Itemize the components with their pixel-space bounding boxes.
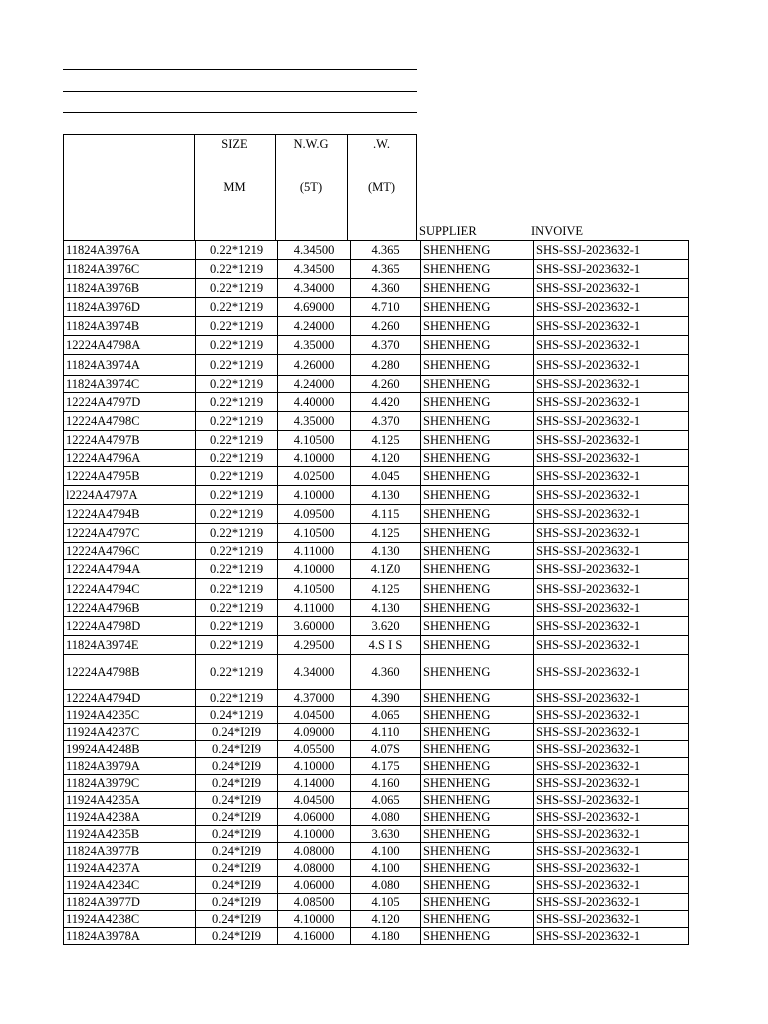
nwg-cell: 4.10000 [278,758,351,775]
item-cell: 12224A4795B [64,467,196,486]
table-row [64,860,689,877]
item-cell: 11824A3974C [64,376,196,393]
item-cell: 12224A4797D [64,393,196,412]
item-cell: 11824A3976A [64,241,196,260]
size-cell: 0.22*1219 [196,636,278,655]
nwg-header: N.W.G [293,137,329,151]
w-cell: 4.360 [351,279,421,298]
w-cell: 4.180 [351,928,421,945]
table-row [64,355,689,376]
size-cell: 0.24*I2I9 [196,741,278,758]
invoice-cell: SHS-SSJ-2023632-1 [534,741,689,758]
supplier-cell: SHENHENG [421,279,534,298]
supplier-cell: SHENHENG [421,655,534,690]
table-row [64,560,689,579]
supplier-cell: SHENHENG [421,911,534,928]
w-cell: 4.365 [351,260,421,279]
w-cell: 3.620 [351,617,421,636]
supplier-cell: SHENHENG [421,877,534,894]
table-row [64,241,689,260]
nwg-cell: 4.35000 [278,336,351,355]
w-cell: 3.630 [351,826,421,843]
invoice-cell: SHS-SSJ-2023632-1 [534,894,689,911]
invoice-cell: SHS-SSJ-2023632-1 [534,877,689,894]
supplier-cell: SHENHENG [421,393,534,412]
title-rule-2 [63,91,417,92]
nwg-cell: 4.69000 [278,298,351,317]
w-header: .W. [373,137,390,151]
invoice-cell: SHS-SSJ-2023632-1 [534,543,689,560]
size-cell: 0.22*1219 [196,260,278,279]
supplier-cell: SHENHENG [421,505,534,524]
supplier-cell: SHENHENG [421,486,534,505]
size-cell: 0.22*1219 [196,560,278,579]
table-row [64,260,689,279]
invoice-cell: SHS-SSJ-2023632-1 [534,843,689,860]
size-cell: 0.24*I2I9 [196,877,278,894]
w-cell: 4.390 [351,690,421,707]
size-cell: 0.22*1219 [196,467,278,486]
table-row [64,775,689,792]
item-cell: 12224A4796C [64,543,196,560]
w-cell: 4.100 [351,860,421,877]
invoice-cell: SHS-SSJ-2023632-1 [534,467,689,486]
w-cell: 4.260 [351,317,421,336]
item-cell: 11824A3977B [64,843,196,860]
supplier-cell: SHENHENG [421,543,534,560]
nwg-cell: 4.40000 [278,393,351,412]
nwg-cell: 4.05500 [278,741,351,758]
supplier-cell: SHENHENG [421,636,534,655]
w-cell: 4.175 [351,758,421,775]
nwg-cell: 4.34500 [278,260,351,279]
item-cell: l2224A4797A [64,486,196,505]
size-cell: 0.22*1219 [196,298,278,317]
invoice-cell: SHS-SSJ-2023632-1 [534,600,689,617]
item-cell: 11824A3976B [64,279,196,298]
item-cell: 19924A4248B [64,741,196,758]
size-cell: 0.24*I2I9 [196,775,278,792]
w-cell: 4.260 [351,376,421,393]
size-cell: 0.22*1219 [196,241,278,260]
item-cell: 11824A3979C [64,775,196,792]
size-unit: MM [223,180,246,194]
table-row [64,826,689,843]
supplier-cell: SHENHENG [421,241,534,260]
supplier-cell: SHENHENG [421,792,534,809]
size-cell: 0.22*1219 [196,543,278,560]
invoice-cell: SHS-SSJ-2023632-1 [534,690,689,707]
invoice-cell: SHS-SSJ-2023632-1 [534,376,689,393]
nwg-cell: 4.10000 [278,911,351,928]
supplier-cell: SHENHENG [421,600,534,617]
invoice-header: INVOIVE [531,224,584,238]
table-row [64,741,689,758]
nwg-cell: 4.10000 [278,560,351,579]
invoice-cell: SHS-SSJ-2023632-1 [534,412,689,431]
item-cell: 11924A4237A [64,860,196,877]
w-cell: 4.360 [351,655,421,690]
invoice-cell: SHS-SSJ-2023632-1 [534,431,689,450]
invoice-cell: SHS-SSJ-2023632-1 [534,505,689,524]
supplier-cell: SHENHENG [421,707,534,724]
size-cell: 0.22*1219 [196,505,278,524]
item-cell: 12224A4797C [64,524,196,543]
table-row [64,809,689,826]
supplier-cell: SHENHENG [421,741,534,758]
supplier-cell: SHENHENG [421,412,534,431]
title-rule-3 [63,112,417,113]
invoice-cell: SHS-SSJ-2023632-1 [534,775,689,792]
supplier-cell: SHENHENG [421,894,534,911]
supplier-cell: SHENHENG [421,758,534,775]
item-cell: 11924A4238A [64,809,196,826]
w-cell: 4.S I S [351,636,421,655]
invoice-cell: SHS-SSJ-2023632-1 [534,241,689,260]
supplier-cell: SHENHENG [421,260,534,279]
size-cell: 0.22*1219 [196,524,278,543]
w-cell: 4.07S [351,741,421,758]
w-cell: 4.130 [351,486,421,505]
supplier-cell: SHENHENG [421,336,534,355]
nwg-cell: 4.14000 [278,775,351,792]
size-cell: 0.24*I2I9 [196,911,278,928]
nwg-cell: 4.04500 [278,707,351,724]
size-cell: 0.22*1219 [196,412,278,431]
nwg-unit: (5T) [299,180,323,194]
supplier-cell: SHENHENG [421,928,534,945]
table-row [64,279,689,298]
item-cell: 12224A4794A [64,560,196,579]
nwg-cell: 4.10000 [278,826,351,843]
size-cell: 0.24*I2I9 [196,894,278,911]
table-row [64,450,689,467]
w-cell: 4.125 [351,579,421,600]
w-cell: 4.065 [351,792,421,809]
w-cell: 4.130 [351,543,421,560]
size-cell: 0.22*1219 [196,376,278,393]
size-cell: 0.22*1219 [196,317,278,336]
nwg-cell: 4.10500 [278,524,351,543]
nwg-cell: 4.37000 [278,690,351,707]
nwg-cell: 4.06000 [278,809,351,826]
nwg-cell: 4.34000 [278,655,351,690]
nwg-cell: 4.09000 [278,724,351,741]
item-cell: 11824A3976C [64,260,196,279]
table-row [64,911,689,928]
item-cell: 11824A3977D [64,894,196,911]
nwg-cell: 4.10500 [278,431,351,450]
table-row [64,636,689,655]
table-row [64,792,689,809]
invoice-cell: SHS-SSJ-2023632-1 [534,260,689,279]
nwg-cell: 4.10000 [278,486,351,505]
w-cell: 4.105 [351,894,421,911]
table-row [64,376,689,393]
table-row [64,298,689,317]
invoice-cell: SHS-SSJ-2023632-1 [534,279,689,298]
supplier-cell: SHENHENG [421,843,534,860]
item-cell: 12224A4797B [64,431,196,450]
title-rule-1 [63,69,417,70]
nwg-cell: 4.16000 [278,928,351,945]
item-cell: 11924A4238C [64,911,196,928]
table-row [64,690,689,707]
w-cell: 4.045 [351,467,421,486]
table-row [64,707,689,724]
w-cell: 4.370 [351,412,421,431]
table-row [64,467,689,486]
table-row [64,431,689,450]
w-cell: 4.120 [351,911,421,928]
invoice-cell: SHS-SSJ-2023632-1 [534,524,689,543]
w-cell: 4.120 [351,450,421,467]
table-row [64,894,689,911]
packing-list-table [63,240,689,945]
invoice-cell: SHS-SSJ-2023632-1 [534,355,689,376]
w-cell: 4.065 [351,707,421,724]
item-cell: 12224A4798D [64,617,196,636]
w-cell: 4.280 [351,355,421,376]
size-cell: 0.24*I2I9 [196,826,278,843]
size-cell: 0.24*I2I9 [196,724,278,741]
table-row [64,336,689,355]
w-cell: 4.710 [351,298,421,317]
item-cell: 11824A3976D [64,298,196,317]
w-cell: 4.125 [351,431,421,450]
supplier-cell: SHENHENG [421,560,534,579]
size-cell: 0.22*1219 [196,355,278,376]
size-cell: 0.24*1219 [196,707,278,724]
nwg-cell: 4.09500 [278,505,351,524]
item-cell: 11824A3974B [64,317,196,336]
nwg-cell: 4.34000 [278,279,351,298]
size-cell: 0.22*1219 [196,579,278,600]
nwg-cell: 4.06000 [278,877,351,894]
invoice-cell: SHS-SSJ-2023632-1 [534,724,689,741]
invoice-cell: SHS-SSJ-2023632-1 [534,560,689,579]
nwg-cell: 4.35000 [278,412,351,431]
table-row [64,317,689,336]
supplier-cell: SHENHENG [421,809,534,826]
supplier-cell: SHENHENG [421,579,534,600]
supplier-cell: SHENHENG [421,617,534,636]
supplier-cell: SHENHENG [421,524,534,543]
size-cell: 0.24*I2I9 [196,843,278,860]
table-row [64,758,689,775]
item-cell: 12224A4798B [64,655,196,690]
supplier-cell: SHENHENG [421,860,534,877]
supplier-cell: SHENHENG [421,690,534,707]
nwg-cell: 3.60000 [278,617,351,636]
invoice-cell: SHS-SSJ-2023632-1 [534,636,689,655]
invoice-cell: SHS-SSJ-2023632-1 [534,928,689,945]
invoice-cell: SHS-SSJ-2023632-1 [534,298,689,317]
invoice-cell: SHS-SSJ-2023632-1 [534,826,689,843]
invoice-cell: SHS-SSJ-2023632-1 [534,486,689,505]
nwg-cell: 4.11000 [278,600,351,617]
w-unit: (MT) [367,180,396,194]
nwg-cell: 4.24000 [278,376,351,393]
table-row [64,505,689,524]
supplier-cell: SHENHENG [421,775,534,792]
w-cell: 4.160 [351,775,421,792]
invoice-cell: SHS-SSJ-2023632-1 [534,393,689,412]
size-cell: 0.22*1219 [196,450,278,467]
size-cell: 0.24*I2I9 [196,928,278,945]
w-cell: 4.100 [351,843,421,860]
size-cell: 0.22*1219 [196,617,278,636]
table-row [64,877,689,894]
size-cell: 0.22*1219 [196,279,278,298]
invoice-cell: SHS-SSJ-2023632-1 [534,809,689,826]
supplier-cell: SHENHENG [421,317,534,336]
size-cell: 0.24*I2I9 [196,758,278,775]
nwg-cell: 4.02500 [278,467,351,486]
table-header [63,134,417,240]
nwg-cell: 4.10500 [278,579,351,600]
table-row [64,600,689,617]
invoice-cell: SHS-SSJ-2023632-1 [534,758,689,775]
invoice-cell: SHS-SSJ-2023632-1 [534,707,689,724]
size-cell: 0.22*1219 [196,486,278,505]
invoice-cell: SHS-SSJ-2023632-1 [534,792,689,809]
size-cell: 0.22*1219 [196,690,278,707]
table-row [64,843,689,860]
supplier-cell: SHENHENG [421,431,534,450]
item-cell: 11824A3974E [64,636,196,655]
item-cell: 12224A4798C [64,412,196,431]
table-row [64,524,689,543]
table-row [64,412,689,431]
invoice-cell: SHS-SSJ-2023632-1 [534,317,689,336]
w-cell: 4.370 [351,336,421,355]
table-row [64,393,689,412]
size-cell: 0.22*1219 [196,600,278,617]
item-cell: 12224A4798A [64,336,196,355]
table-row [64,724,689,741]
item-cell: 11924A4235C [64,707,196,724]
size-cell: 0.22*1219 [196,336,278,355]
supplier-cell: SHENHENG [421,298,534,317]
w-cell: 4.125 [351,524,421,543]
table-row [64,617,689,636]
supplier-cell: SHENHENG [421,376,534,393]
supplier-cell: SHENHENG [421,826,534,843]
item-cell: 11824A3979A [64,758,196,775]
table-row [64,655,689,690]
item-cell: 11924A4235B [64,826,196,843]
invoice-cell: SHS-SSJ-2023632-1 [534,860,689,877]
nwg-cell: 4.11000 [278,543,351,560]
item-cell: 12224A4794D [64,690,196,707]
supplier-cell: SHENHENG [421,450,534,467]
w-cell: 4.130 [351,600,421,617]
nwg-cell: 4.34500 [278,241,351,260]
invoice-cell: SHS-SSJ-2023632-1 [534,450,689,467]
item-cell: 11824A3974A [64,355,196,376]
size-header: SIZE [221,137,248,151]
table-body [64,241,689,945]
supplier-cell: SHENHENG [421,724,534,741]
w-cell: 4.080 [351,809,421,826]
w-cell: 4.115 [351,505,421,524]
w-cell: 4.420 [351,393,421,412]
w-cell: 4.080 [351,877,421,894]
table-row [64,928,689,945]
nwg-cell: 4.08000 [278,843,351,860]
nwg-cell: 4.04500 [278,792,351,809]
item-cell: 11924A4235A [64,792,196,809]
invoice-cell: SHS-SSJ-2023632-1 [534,617,689,636]
size-cell: 0.24*I2I9 [196,860,278,877]
size-cell: 0.22*1219 [196,393,278,412]
nwg-cell: 4.10000 [278,450,351,467]
w-cell: 4.110 [351,724,421,741]
nwg-cell: 4.29500 [278,636,351,655]
item-cell: 12224A4794C [64,579,196,600]
table-row [64,579,689,600]
nwg-cell: 4.24000 [278,317,351,336]
item-cell: 12224A4796B [64,600,196,617]
size-cell: 0.22*1219 [196,431,278,450]
invoice-cell: SHS-SSJ-2023632-1 [534,911,689,928]
supplier-header: SUPPLIER [419,224,477,238]
table-row [64,486,689,505]
size-cell: 0.22*1219 [196,655,278,690]
nwg-cell: 4.26000 [278,355,351,376]
size-cell: 0.24*I2I9 [196,792,278,809]
w-cell: 4.1Z0 [351,560,421,579]
invoice-cell: SHS-SSJ-2023632-1 [534,655,689,690]
supplier-cell: SHENHENG [421,467,534,486]
item-cell: 12224A4794B [64,505,196,524]
invoice-cell: SHS-SSJ-2023632-1 [534,579,689,600]
table-row [64,543,689,560]
w-cell: 4.365 [351,241,421,260]
supplier-cell: SHENHENG [421,355,534,376]
invoice-cell: SHS-SSJ-2023632-1 [534,336,689,355]
item-cell: 11924A4234C [64,877,196,894]
nwg-cell: 4.08500 [278,894,351,911]
nwg-cell: 4.08000 [278,860,351,877]
item-cell: 11824A3978A [64,928,196,945]
item-cell: 12224A4796A [64,450,196,467]
size-cell: 0.24*I2I9 [196,809,278,826]
item-cell: 11924A4237C [64,724,196,741]
